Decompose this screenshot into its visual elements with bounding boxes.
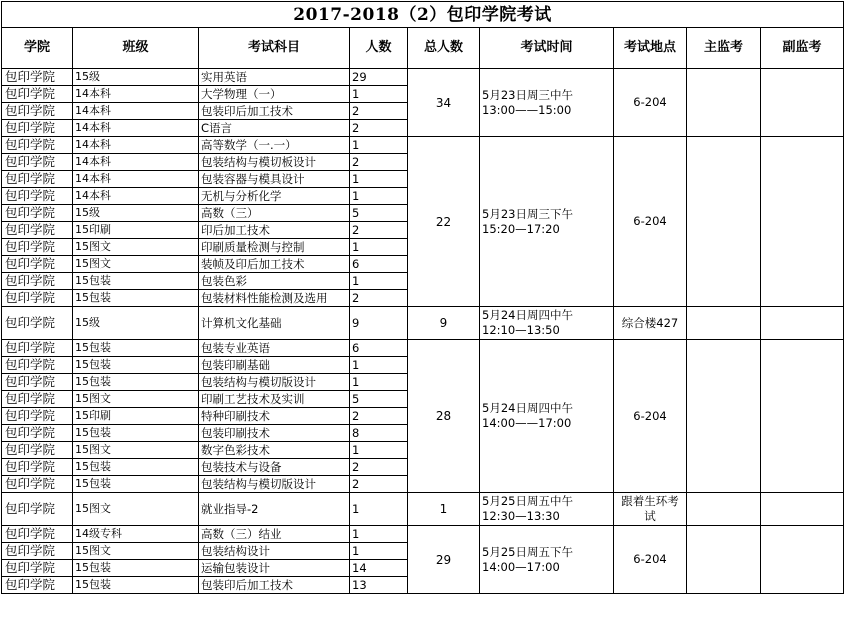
count-cell: 2 [350, 154, 408, 171]
class-cell: 15级 [73, 307, 199, 340]
chief-proctor-cell [687, 69, 761, 137]
class-cell: 14本科 [73, 120, 199, 137]
exam-time-cell [480, 340, 614, 493]
college-cell: 包印学院 [2, 239, 73, 256]
count-cell: 5 [350, 391, 408, 408]
exam-time-cell [480, 69, 614, 137]
total-count-cell: 22 [408, 137, 480, 307]
count-cell: 9 [350, 307, 408, 340]
subject-cell: 包装印后加工技术 [199, 577, 350, 594]
header-chief-proctor: 主监考 [687, 28, 761, 69]
subject-cell: 实用英语 [199, 69, 350, 86]
college-cell: 包印学院 [2, 120, 73, 137]
count-cell: 1 [350, 137, 408, 154]
class-cell: 15级 [73, 69, 199, 86]
class-cell: 15包装 [73, 476, 199, 493]
college-cell: 包印学院 [2, 543, 73, 560]
count-cell: 1 [350, 493, 408, 526]
class-cell: 14本科 [73, 188, 199, 205]
count-cell: 2 [350, 222, 408, 239]
class-cell: 15图文 [73, 391, 199, 408]
exam-place-cell: 6-204 [614, 137, 687, 307]
class-cell: 14本科 [73, 171, 199, 188]
table-body [2, 69, 844, 594]
subject-cell: 计算机文化基础 [199, 307, 350, 340]
subject-cell: 装帧及印后加工技术 [199, 256, 350, 273]
total-count-cell: 29 [408, 526, 480, 594]
exam-place-cell: 6-204 [614, 526, 687, 594]
count-cell: 1 [350, 171, 408, 188]
chief-proctor-cell [687, 526, 761, 594]
header-class: 班级 [73, 28, 199, 69]
deputy-proctor-cell [761, 69, 844, 137]
subject-cell: 包装容器与模具设计 [199, 171, 350, 188]
count-cell: 1 [350, 239, 408, 256]
table-row [2, 137, 844, 154]
exam-date: 5月23日周三下午 [482, 206, 573, 221]
subject-cell: 无机与分析化学 [199, 188, 350, 205]
deputy-proctor-cell [761, 340, 844, 493]
subject-cell: 包装结构设计 [199, 543, 350, 560]
college-cell: 包印学院 [2, 86, 73, 103]
college-cell: 包印学院 [2, 476, 73, 493]
exam-hours: 13:00——15:00 [482, 102, 572, 117]
subject-cell: 包装色彩 [199, 273, 350, 290]
total-count-cell: 9 [408, 307, 480, 340]
table-row [2, 493, 844, 526]
class-cell: 14本科 [73, 137, 199, 154]
class-cell: 15印刷 [73, 408, 199, 425]
count-cell: 2 [350, 120, 408, 137]
subject-cell: 包装专业英语 [199, 340, 350, 357]
college-cell: 包印学院 [2, 425, 73, 442]
college-cell: 包印学院 [2, 526, 73, 543]
college-cell: 包印学院 [2, 222, 73, 239]
class-cell: 15级 [73, 205, 199, 222]
exam-place-cell: 6-204 [614, 340, 687, 493]
class-cell: 14本科 [73, 86, 199, 103]
class-cell: 15图文 [73, 493, 199, 526]
count-cell: 1 [350, 526, 408, 543]
college-cell: 包印学院 [2, 577, 73, 594]
subject-cell: 印刷工艺技术及实训 [199, 391, 350, 408]
exam-time-cell [480, 493, 614, 526]
page-title: 2017-2018（2）包印学院考试 [2, 2, 844, 28]
table-row [2, 69, 844, 86]
exam-schedule-table [1, 1, 844, 594]
college-cell: 包印学院 [2, 374, 73, 391]
exam-hours: 14:00——17:00 [482, 416, 572, 430]
table-row [2, 340, 844, 357]
header-deputy-proctor: 副监考 [761, 28, 844, 69]
subject-cell: 包装结构与模切版设计 [199, 374, 350, 391]
class-cell: 15图文 [73, 239, 199, 256]
class-cell: 15包装 [73, 374, 199, 391]
college-cell: 包印学院 [2, 290, 73, 307]
subject-cell: 印后加工技术 [199, 222, 350, 239]
subject-cell: 运输包装设计 [199, 560, 350, 577]
count-cell: 14 [350, 560, 408, 577]
college-cell: 包印学院 [2, 493, 73, 526]
table-row [2, 307, 844, 340]
chief-proctor-cell [687, 137, 761, 307]
class-cell: 15包装 [73, 577, 199, 594]
exam-date: 5月24日周四中午 [482, 401, 573, 415]
count-cell: 6 [350, 340, 408, 357]
count-cell: 1 [350, 273, 408, 290]
header-place: 考试地点 [614, 28, 687, 69]
exam-hours: 14:00—17:00 [482, 559, 560, 574]
class-cell: 15包装 [73, 560, 199, 577]
count-cell: 5 [350, 205, 408, 222]
subject-cell: 包装技术与设备 [199, 459, 350, 476]
count-cell: 2 [350, 103, 408, 120]
class-cell: 14本科 [73, 103, 199, 120]
college-cell: 包印学院 [2, 408, 73, 425]
count-cell: 2 [350, 290, 408, 307]
subject-cell: 包装印刷技术 [199, 425, 350, 442]
exam-date: 5月23日周三中午 [482, 87, 573, 102]
exam-hours: 12:10—13:50 [482, 323, 560, 337]
exam-hours: 12:30—13:30 [482, 509, 560, 523]
subject-cell: 包装结构与模切版设计 [199, 476, 350, 493]
total-count-cell: 28 [408, 340, 480, 493]
exam-time-cell [480, 137, 614, 307]
college-cell: 包印学院 [2, 137, 73, 154]
college-cell: 包印学院 [2, 307, 73, 340]
class-cell: 15印刷 [73, 222, 199, 239]
subject-cell: C语言 [199, 120, 350, 137]
subject-cell: 特种印刷技术 [199, 408, 350, 425]
subject-cell: 数字色彩技术 [199, 442, 350, 459]
college-cell: 包印学院 [2, 154, 73, 171]
subject-cell: 包装印刷基础 [199, 357, 350, 374]
subject-cell: 包装材料性能检测及选用 [199, 290, 350, 307]
count-cell: 1 [350, 86, 408, 103]
subject-cell: 高数（三） [199, 205, 350, 222]
college-cell: 包印学院 [2, 391, 73, 408]
college-cell: 包印学院 [2, 188, 73, 205]
class-cell: 15图文 [73, 543, 199, 560]
college-cell: 包印学院 [2, 442, 73, 459]
count-cell: 6 [350, 256, 408, 273]
college-cell: 包印学院 [2, 256, 73, 273]
count-cell: 8 [350, 425, 408, 442]
count-cell: 2 [350, 459, 408, 476]
exam-date: 5月25日周五中午 [482, 494, 573, 508]
count-cell: 1 [350, 188, 408, 205]
exam-date: 5月25日周五下午 [482, 544, 573, 559]
exam-date: 5月24日周四中午 [482, 308, 573, 322]
subject-cell: 就业指导-2 [199, 493, 350, 526]
count-cell: 2 [350, 476, 408, 493]
subject-cell: 包装结构与模切板设计 [199, 154, 350, 171]
subject-cell: 大学物理（一） [199, 86, 350, 103]
deputy-proctor-cell [761, 526, 844, 594]
deputy-proctor-cell [761, 137, 844, 307]
exam-place-cell: 跟着生环考试 [614, 493, 687, 526]
college-cell: 包印学院 [2, 171, 73, 188]
header-time: 考试时间 [480, 28, 614, 69]
exam-time-cell [480, 526, 614, 594]
exam-place-cell: 6-204 [614, 69, 687, 137]
college-cell: 包印学院 [2, 69, 73, 86]
count-cell: 1 [350, 543, 408, 560]
count-cell: 1 [350, 374, 408, 391]
header-row [2, 28, 844, 69]
count-cell: 1 [350, 442, 408, 459]
count-cell: 2 [350, 408, 408, 425]
class-cell: 15包装 [73, 459, 199, 476]
total-count-cell: 34 [408, 69, 480, 137]
class-cell: 15图文 [73, 442, 199, 459]
subject-cell: 高数（三）结业 [199, 526, 350, 543]
deputy-proctor-cell [761, 493, 844, 526]
header-count: 人数 [350, 28, 408, 69]
college-cell: 包印学院 [2, 103, 73, 120]
count-cell: 13 [350, 577, 408, 594]
college-cell: 包印学院 [2, 459, 73, 476]
table-row [2, 526, 844, 543]
chief-proctor-cell [687, 340, 761, 493]
class-cell: 15包装 [73, 290, 199, 307]
college-cell: 包印学院 [2, 560, 73, 577]
deputy-proctor-cell [761, 307, 844, 340]
header-subject: 考试科目 [199, 28, 350, 69]
class-cell: 15图文 [73, 256, 199, 273]
class-cell: 15包装 [73, 357, 199, 374]
header-college: 学院 [2, 28, 73, 69]
count-cell: 29 [350, 69, 408, 86]
exam-hours: 15:20—17:20 [482, 221, 560, 236]
subject-cell: 包装印后加工技术 [199, 103, 350, 120]
class-cell: 15包装 [73, 273, 199, 290]
total-count-cell: 1 [408, 493, 480, 526]
class-cell: 14本科 [73, 154, 199, 171]
count-cell: 1 [350, 357, 408, 374]
exam-place-cell: 综合楼427 [614, 307, 687, 340]
college-cell: 包印学院 [2, 357, 73, 374]
class-cell: 15包装 [73, 425, 199, 442]
subject-cell: 印刷质量检测与控制 [199, 239, 350, 256]
chief-proctor-cell [687, 493, 761, 526]
subject-cell: 高等数学（一.一） [199, 137, 350, 154]
chief-proctor-cell [687, 307, 761, 340]
class-cell: 14级专科 [73, 526, 199, 543]
class-cell: 15包装 [73, 340, 199, 357]
exam-time-cell [480, 307, 614, 340]
college-cell: 包印学院 [2, 340, 73, 357]
college-cell: 包印学院 [2, 273, 73, 290]
college-cell: 包印学院 [2, 205, 73, 222]
header-total: 总人数 [408, 28, 480, 69]
